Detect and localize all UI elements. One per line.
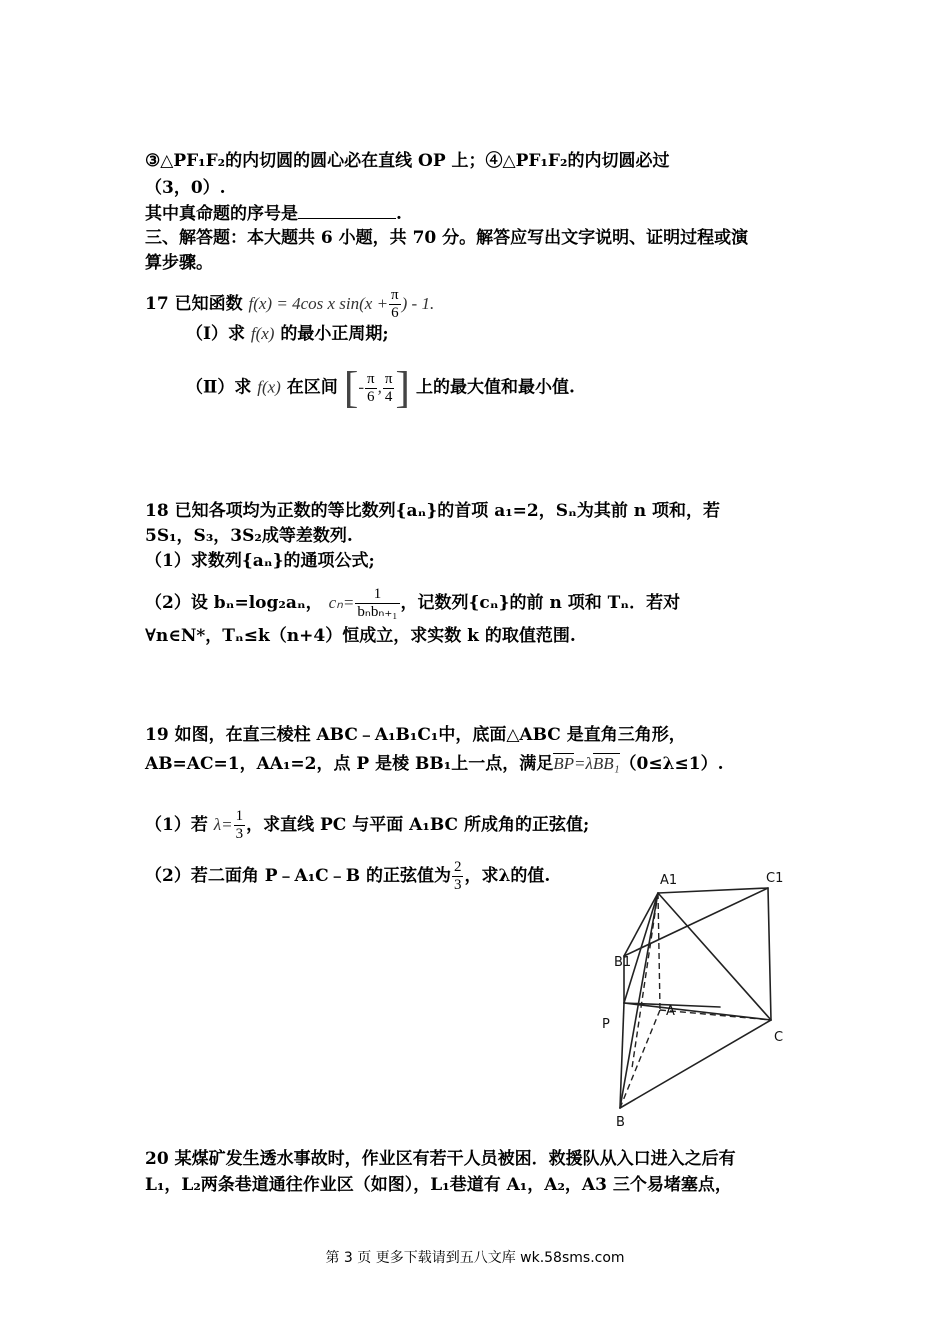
prism-figure: [590, 868, 790, 1133]
q20-stem-cont: L₁，L₂两条巷道通往作业区（如图），L₁巷道有 A₁，A₂，A3 三个易堵塞点，: [145, 1175, 732, 1195]
label-c: C: [774, 1030, 784, 1045]
q18-part2-cont: ∀n∈N*，Tₙ≤k（n+4）恒成立，求实数 k 的取值范围.: [145, 626, 576, 646]
q17-part1-label: （Ⅰ）求: [186, 324, 245, 344]
lambda-symbol: λ=: [213, 815, 233, 834]
edge-ab-hidden: [620, 1010, 660, 1108]
label-a1: A1: [660, 873, 678, 888]
three-denominator: 3: [453, 877, 462, 893]
q17-part2-text: 在区间: [286, 377, 338, 398]
three-denominator: 3: [235, 826, 244, 842]
q17-part2-tail: 上的最大值和最小值.: [416, 377, 575, 398]
prompt-text: 其中真命题的序号是: [145, 204, 298, 224]
q19-stem-text: AB=AC=1，AA₁=2，点 P 是棱 BB₁上一点，满足: [145, 754, 554, 774]
interval-left-frac: [365, 371, 377, 406]
q19-part1-label: （1）若: [145, 815, 208, 835]
q17-part2-label: （Ⅱ）求: [186, 377, 252, 398]
pi-numerator: π: [391, 287, 399, 303]
minus-sign: -: [358, 377, 365, 397]
q17-part2: （Ⅱ）求 f(x) 在区间 [- $\frac{\pi}{6}$ , $\frac{\pi}{4}$ ] 上的最大值和最小值.: [186, 363, 575, 412]
one-third-frac: [234, 808, 246, 843]
q18-stem-cont: 5S₁，S₃，3S₂成等差数列.: [145, 526, 353, 546]
equals-lambda: =λ: [574, 754, 593, 773]
edge-bc: [620, 1020, 771, 1108]
q17-stem: [145, 287, 434, 322]
vector-bb1: BB₁: [592, 754, 620, 773]
q19-stem: 19 如图，在直三棱柱 ABC﹣A₁B₁C₁中，底面△ABC 是直角三角形，: [145, 725, 686, 745]
cn-symbol: cₙ=: [328, 593, 355, 612]
q17-formula: f(x) = 4cos x sin(x +: [248, 294, 389, 313]
label-b: B: [616, 1115, 625, 1130]
lambda-range: （0≤λ≤1）.: [619, 754, 724, 774]
q18-part1: （1）求数列{aₙ}的通项公式;: [145, 551, 375, 571]
edge-a1c: [658, 893, 771, 1020]
line-circle-statements: ③△PF₁F₂的内切圆的圆心必在直线 OP 上；④△PF₁F₂的内切圆必过: [145, 151, 670, 171]
interval-right-frac: [383, 371, 395, 406]
cn-fraction: [355, 586, 399, 621]
label-b1: B1: [614, 955, 632, 970]
q17-formula-tail: ) - 1.: [401, 294, 435, 313]
line-point: （3，0）.: [145, 178, 226, 198]
left-bracket: [: [343, 363, 359, 412]
q17-part1: [186, 323, 389, 345]
vector-bp: BP: [553, 754, 574, 773]
label-c1: C1: [766, 871, 784, 886]
q19-part1-text: ，求直线 PC 与平面 A₁BC 所成角的正弦值;: [246, 815, 590, 835]
q17-fraction: [389, 287, 401, 322]
q17-number: 17 已知函数: [145, 294, 243, 314]
q19-part2-text: （2）若二面角 P﹣A₁C﹣B 的正弦值为: [145, 866, 451, 886]
two-thirds-frac: [452, 859, 464, 894]
q18-stem: 18 已知各项均为正数的等比数列{aₙ}的首项 a₁=2，Sₙ为其前 n 项和，若: [145, 501, 721, 521]
q19-part2: [145, 859, 550, 894]
q18-part2-label: （2）设 bₙ=log₂aₙ，: [145, 593, 323, 613]
pi-numerator: π: [367, 370, 375, 387]
four-denominator: 4: [384, 388, 393, 405]
pi-numerator: π: [384, 370, 393, 387]
one-numerator: 1: [355, 586, 399, 604]
q18-part2: [145, 586, 680, 621]
edge-b1c1: [624, 888, 768, 956]
q20-stem: 20 某煤矿发生透水事故时，作业区有若干人员被困．救援队从入口进入之后有: [145, 1149, 736, 1169]
six-denominator: 6: [391, 305, 399, 321]
bn-denominator: bₙbₙ₊₁: [357, 604, 398, 620]
label-a: A: [666, 1004, 675, 1019]
label-p: P: [602, 1017, 610, 1032]
q19-part2-tail: ，求λ的值.: [464, 866, 551, 886]
one-numerator: 1: [235, 808, 244, 824]
six-denominator: 6: [367, 388, 375, 405]
q19-stem-cont: [145, 753, 724, 775]
two-numerator: 2: [453, 859, 462, 875]
q19-part1: [145, 808, 589, 843]
fx-symbol: f(x): [257, 377, 281, 397]
q17-part1-text: 的最小正周期;: [280, 324, 389, 344]
edge-a1b: [620, 893, 658, 1108]
section-heading: 三、解答题：本大题共 6 小题，共 70 分。解答应写出文字说明、证明过程或演: [145, 228, 749, 248]
fx-symbol: f(x): [250, 324, 275, 343]
section-heading-cont: 算步骤。: [145, 253, 213, 273]
edge-ac-hidden: [660, 1010, 771, 1020]
q18-part2-text: ，记数列{cₙ}的前 n 项和 Tₙ．若对: [400, 593, 681, 613]
answer-blank: [298, 202, 396, 219]
edge-a1a-hidden: [658, 893, 660, 1010]
page-footer: 第 3 页 更多下载请到五八文库 wk.58sms.com: [325, 1250, 625, 1266]
edge-a1c1: [658, 888, 768, 893]
line-true-propositions: [145, 202, 402, 225]
right-bracket: ]: [395, 363, 411, 412]
period: .: [396, 204, 402, 224]
edge-c1c: [768, 888, 771, 1020]
